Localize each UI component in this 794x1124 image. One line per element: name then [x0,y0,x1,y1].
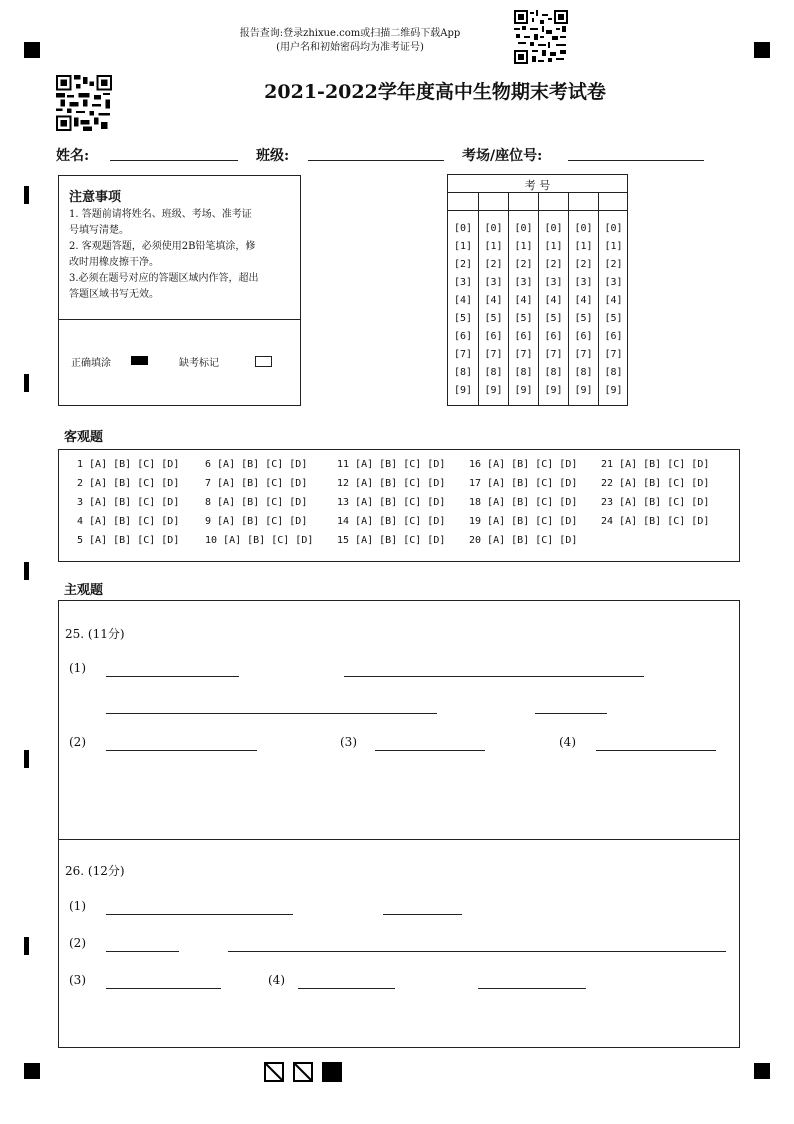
exam-number-digit-bubble[interactable]: [2] [604,259,623,270]
q25-1-blank-a[interactable] [106,676,239,677]
q25-label-3: (3) [340,735,357,749]
q26-label-4: (4) [268,973,285,987]
objective-question-row[interactable]: 19 [A] [B] [C] [D] [469,516,578,527]
exam-number-digit-bubble[interactable]: [1] [514,241,533,252]
notice-line: 3.必须在题号对应的答题区域内作答，超出 [69,273,259,284]
objective-question-row[interactable]: 7 [A] [B] [C] [D] [205,478,308,489]
class-label: 班级: [256,148,290,164]
exam-number-digit-bubble[interactable]: [3] [514,277,533,288]
exam-number-digit-bubble[interactable]: [2] [484,259,503,270]
objective-columns [59,459,739,559]
exam-number-digit-bubble[interactable]: [9] [604,385,623,396]
exam-number-write-cell[interactable] [539,193,568,211]
exam-number-digit-bubble[interactable]: [1] [604,241,623,252]
question-divider [59,839,739,840]
exam-number-digit-bubble[interactable]: [9] [484,385,503,396]
correct-fill-sample [131,356,148,365]
q26-2-blank-b[interactable] [228,951,726,952]
q26-4-blank-b[interactable] [478,988,586,989]
page-number-marks [264,1062,342,1082]
objective-question-row[interactable]: 8 [A] [B] [C] [D] [205,497,308,508]
exam-number-digit-bubble[interactable]: [5] [544,313,563,324]
objective-answer-box [58,449,740,562]
timing-mark [24,937,29,955]
exam-number-digit-bubble[interactable]: [1] [453,241,473,252]
exam-number-digit-bubble[interactable]: [3] [484,277,503,288]
q26-1-blank-b[interactable] [383,914,462,915]
student-qr-code-icon [56,75,112,131]
q26-1-blank-a[interactable] [106,914,293,915]
report-query-hint: (用户名和初始密码均为准考证号) [276,42,424,53]
exam-number-digit-bubble[interactable]: [0] [604,223,623,234]
exam-number-digit-bubble[interactable]: [8] [514,367,533,378]
timing-mark [24,374,29,392]
notice-line: 答题区域书写无效。 [69,289,159,300]
exam-number-digit-bubble[interactable]: [3] [453,277,473,288]
corner-mark-bottom-left [24,1063,40,1079]
exam-number-digit-bubble[interactable]: [8] [604,367,623,378]
question-25-title: 25. (11分) [65,627,125,641]
exam-number-digit-bubble[interactable]: [9] [453,385,473,396]
exam-number-digit-bubble[interactable]: [6] [574,331,593,342]
objective-question-row[interactable]: 10 [A] [B] [C] [D] [205,535,314,546]
notice-box [58,175,301,406]
subjective-section-title: 主观题 [64,583,104,598]
exam-number-digit-bubble[interactable]: [0] [484,223,503,234]
exam-number-digit-bubble[interactable]: [2] [544,259,563,270]
objective-question-row[interactable]: 23 [A] [B] [C] [D] [601,497,710,508]
name-label: 姓名: [56,148,90,164]
exam-number-digit-bubble[interactable]: [9] [574,385,593,396]
q26-label-3: (3) [69,973,86,987]
exam-number-digit-bubble[interactable]: [6] [484,331,503,342]
notice-line: 号填写清楚。 [69,225,129,236]
exam-number-digit-bubble[interactable]: [4] [453,295,473,306]
objective-question-row[interactable]: 14 [A] [B] [C] [D] [337,516,446,527]
room-seat-label: 考场/座位号: [462,148,543,164]
exam-number-digit-bubble[interactable]: [6] [514,331,533,342]
exam-number-digit-bubble[interactable]: [9] [544,385,563,396]
app-qr-code-icon [514,10,568,64]
subjective-answer-box [58,600,740,1048]
timing-mark [24,750,29,768]
exam-number-digit-bubble[interactable]: [8] [544,367,563,378]
objective-question-row[interactable]: 1 [A] [B] [C] [D] [77,459,180,470]
notice-text [69,207,259,303]
q26-2-blank-a[interactable] [106,951,179,952]
objective-question-row[interactable]: 18 [A] [B] [C] [D] [469,497,578,508]
exam-number-digit-bubble[interactable]: [1] [574,241,593,252]
exam-number-digit-bubble[interactable]: [1] [484,241,503,252]
objective-question-row[interactable]: 13 [A] [B] [C] [D] [337,497,446,508]
notice-title: 注意事项 [69,190,122,205]
name-field[interactable] [110,160,238,161]
class-field[interactable] [308,160,444,161]
notice-line: 改时用橡皮擦干净。 [69,257,159,268]
exam-number-digit-bubble[interactable]: [6] [604,331,623,342]
objective-question-row[interactable]: 5 [A] [B] [C] [D] [77,535,180,546]
exam-number-digit-bubble[interactable]: [8] [574,367,593,378]
corner-mark-top-right [754,42,770,58]
objective-question-row[interactable]: 15 [A] [B] [C] [D] [337,535,446,546]
notice-line: 2. 客观题答题，必须使用2B铅笔填涂，修 [69,241,256,252]
exam-number-digit-bubble[interactable]: [0] [453,223,473,234]
q25-1-blank-c[interactable] [106,713,437,714]
exam-number-digit-bubble[interactable]: [6] [453,331,473,342]
q25-1-blank-b[interactable] [344,676,644,677]
exam-number-digit-bubble[interactable]: [5] [514,313,533,324]
q26-label-2: (2) [69,936,86,950]
objective-question-row[interactable]: 4 [A] [B] [C] [D] [77,516,180,527]
exam-number-columns [448,193,627,405]
exam-number-digit-bubble[interactable]: [0] [514,223,533,234]
objective-question-row[interactable]: 11 [A] [B] [C] [D] [337,459,446,470]
exam-number-digit-bubble[interactable]: [4] [604,295,623,306]
objective-question-row[interactable]: 16 [A] [B] [C] [D] [469,459,578,470]
exam-number-digit-bubble[interactable]: [3] [574,277,593,288]
exam-number-digit-bubble[interactable]: [5] [604,313,623,324]
absent-mark-checkbox[interactable] [255,356,272,367]
exam-number-digit-bubble[interactable]: [2] [574,259,593,270]
exam-number-digit-bubble[interactable]: [0] [574,223,593,234]
q25-2-blank[interactable] [106,750,257,751]
timing-mark [24,562,29,580]
q25-4-blank[interactable] [596,750,716,751]
objective-question-row[interactable]: 6 [A] [B] [C] [D] [205,459,308,470]
report-query-line: 报告查询:登录zhixue.com或扫描二维码下载App [239,28,461,39]
q25-label-2: (2) [69,735,86,749]
exam-number-digit-bubble[interactable]: [8] [453,367,473,378]
exam-number-write-cell[interactable] [569,193,598,211]
objective-section-title: 客观题 [64,430,104,445]
exam-number-digit-bubble[interactable]: [8] [484,367,503,378]
exam-number-digit-bubble[interactable]: [2] [453,259,473,270]
q25-3-blank[interactable] [375,750,485,751]
q25-1-blank-d[interactable] [535,713,607,714]
q26-label-1: (1) [69,899,86,913]
exam-number-digit-bubble[interactable]: [4] [574,295,593,306]
q26-4-blank-a[interactable] [298,988,395,989]
exam-number-digit-bubble[interactable]: [3] [604,277,623,288]
exam-number-title: 考 号 [524,179,551,192]
notice-divider [59,319,300,320]
objective-question-row[interactable]: 12 [A] [B] [C] [D] [337,478,446,489]
exam-number-digit-bubble[interactable]: [7] [514,349,533,360]
room-seat-field[interactable] [568,160,704,161]
notice-line: 1. 答题前请将姓名、班级、考场、准考证 [69,209,252,220]
exam-number-write-cell[interactable] [479,193,508,211]
exam-number-write-cell[interactable] [509,193,538,211]
objective-question-row[interactable]: 20 [A] [B] [C] [D] [469,535,578,546]
exam-number-write-cell[interactable] [599,193,628,211]
exam-number-column [568,193,598,405]
exam-number-column [448,193,478,405]
q26-3-blank[interactable] [106,988,221,989]
exam-number-digit-bubble[interactable]: [0] [544,223,563,234]
objective-question-row[interactable]: 17 [A] [B] [C] [D] [469,478,578,489]
exam-number-digit-bubble[interactable]: [5] [484,313,503,324]
timing-mark [24,186,29,204]
exam-number-digit-bubble[interactable]: [4] [484,295,503,306]
exam-number-write-cell[interactable] [448,193,478,211]
exam-number-digit-bubble[interactable]: [9] [514,385,533,396]
corner-mark-top-left [24,42,40,58]
page-title: 2021-2022学年度高中生物期末考试卷 [264,81,606,103]
q25-label-4: (4) [559,735,576,749]
exam-number-column [508,193,538,405]
exam-number-digit-bubble[interactable]: [5] [574,313,593,324]
absent-mark-label: 缺考标记 [179,358,219,369]
exam-number-digit-bubble[interactable]: [7] [604,349,623,360]
exam-number-digit-bubble[interactable]: [6] [544,331,563,342]
exam-number-box [447,174,628,406]
exam-number-digit-bubble[interactable]: [7] [453,349,473,360]
exam-number-column [538,193,568,405]
exam-number-digit-bubble[interactable]: [1] [544,241,563,252]
exam-number-digit-bubble[interactable]: [4] [514,295,533,306]
exam-number-digit-bubble[interactable]: [7] [574,349,593,360]
exam-number-digit-bubble[interactable]: [5] [453,313,473,324]
objective-question-row[interactable]: 3 [A] [B] [C] [D] [77,497,180,508]
exam-number-column [598,193,628,405]
exam-number-digit-bubble[interactable]: [7] [484,349,503,360]
exam-number-digit-bubble[interactable]: [4] [544,295,563,306]
objective-question-row[interactable]: 22 [A] [B] [C] [D] [601,478,710,489]
objective-question-row[interactable]: 24 [A] [B] [C] [D] [601,516,710,527]
exam-number-column [478,193,508,405]
corner-mark-bottom-right [754,1063,770,1079]
objective-question-row[interactable]: 9 [A] [B] [C] [D] [205,516,308,527]
q25-label-1: (1) [69,661,86,675]
exam-number-digit-bubble[interactable]: [2] [514,259,533,270]
objective-question-row[interactable]: 2 [A] [B] [C] [D] [77,478,180,489]
question-26-title: 26. (12分) [65,864,125,878]
objective-question-row[interactable]: 21 [A] [B] [C] [D] [601,459,710,470]
correct-fill-label: 正确填涂 [71,358,111,369]
exam-number-digit-bubble[interactable]: [7] [544,349,563,360]
exam-number-digit-bubble[interactable]: [3] [544,277,563,288]
